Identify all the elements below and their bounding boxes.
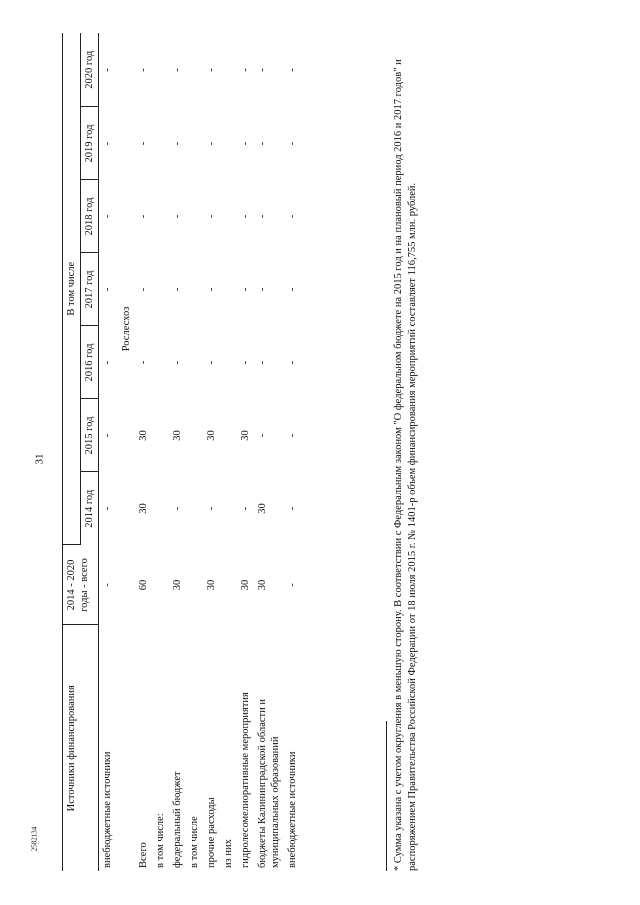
row-value (152, 107, 169, 180)
row-value: - (172, 141, 183, 146)
row-value: - (287, 583, 298, 587)
row-value (152, 180, 169, 253)
row-value: - (240, 287, 251, 292)
row-value: - (206, 214, 217, 219)
row-value: - (172, 360, 183, 365)
header-year: 2020 год (81, 33, 99, 107)
row-value (220, 33, 237, 107)
table-row (135, 33, 152, 871)
row-value: - (102, 141, 113, 146)
row-label: внебюджетные источники (287, 751, 298, 868)
row-value (152, 326, 169, 399)
row-value (186, 472, 203, 545)
row-value: - (102, 360, 113, 365)
row-value (186, 180, 203, 253)
row-value: 30 (206, 430, 217, 441)
row-value: - (287, 506, 298, 511)
header-year: 2019 год (81, 107, 99, 180)
row-value (186, 253, 203, 326)
row-value (186, 33, 203, 107)
row-label: внебюджетные источники (102, 751, 113, 868)
row-value: - (172, 287, 183, 292)
row-value: - (172, 68, 183, 72)
row-value: - (102, 287, 113, 292)
row-value (220, 472, 237, 545)
row-value: - (206, 68, 217, 72)
row-value: - (240, 214, 251, 219)
row-value: 30 (257, 503, 268, 514)
row-value: - (138, 68, 149, 72)
row-value: 30 (138, 503, 149, 514)
row-value: - (102, 506, 113, 511)
row-value: - (172, 214, 183, 219)
row-value (152, 253, 169, 326)
row-value: 30 (172, 579, 183, 591)
row-value: - (206, 506, 217, 511)
row-value: - (240, 506, 251, 511)
row-value (186, 107, 203, 180)
table-row (284, 33, 301, 871)
table-row (169, 33, 186, 871)
table-row (99, 33, 117, 871)
row-value: 30 (138, 430, 149, 441)
section-title: Рослесхоз (121, 306, 132, 352)
row-value (186, 399, 203, 472)
row-value: - (257, 214, 268, 219)
row-value (220, 326, 237, 399)
row-value: - (287, 141, 298, 146)
row-value: - (138, 360, 149, 365)
row-value: - (206, 360, 217, 365)
financing-table (62, 33, 301, 871)
row-value (152, 545, 169, 625)
header-group: В том числе (63, 33, 81, 545)
row-value (220, 107, 237, 180)
header-year: 2014 год (81, 472, 99, 545)
row-value: - (138, 141, 149, 146)
row-value: - (257, 287, 268, 292)
section-spacer (116, 625, 135, 871)
table-row (203, 33, 220, 871)
row-value (220, 253, 237, 326)
section-row (116, 33, 135, 871)
row-value: 60 (138, 579, 149, 591)
table-row (254, 33, 284, 871)
table-row (237, 33, 254, 871)
row-value: - (206, 287, 217, 292)
header-year: 2018 год (81, 180, 99, 253)
row-value: - (287, 287, 298, 292)
row-value: - (240, 141, 251, 146)
header-year: 2016 год (81, 326, 99, 399)
row-value: 30 (257, 579, 268, 591)
row-value: - (240, 360, 251, 365)
row-value (152, 399, 169, 472)
header-source: Источники финансирования (63, 625, 99, 871)
row-value (220, 180, 237, 253)
row-value: - (287, 68, 298, 72)
row-value: 30 (172, 430, 183, 441)
row-value: - (287, 360, 298, 365)
row-value: 30 (240, 430, 251, 441)
row-label: федеральный бюджет (172, 771, 183, 868)
row-value: - (287, 433, 298, 438)
row-value: - (102, 433, 113, 438)
row-value: - (257, 141, 268, 146)
page-number: 31 (33, 453, 46, 465)
row-value: - (257, 433, 268, 438)
row-value (152, 33, 169, 107)
footnote-separator (386, 721, 387, 871)
row-value: - (257, 68, 268, 72)
footnote: * Сумма указана с учетом округления в меньшую сторону. В соответствии с Федеральным законом "О федеральном бюджете на 2015 год и на плановый период 2016 и 2017 годов" и распоряжением Правительства Российской Федерации от 18 июля 2015 г. № 1401-р объем финансирования мероприятий составляет 116,755 млн. рублей. (393, 59, 418, 871)
header-total: 2014 - 2020 годы - всего (63, 545, 99, 625)
row-value: - (138, 214, 149, 219)
row-value: - (240, 68, 251, 72)
row-value: - (257, 360, 268, 365)
row-value: - (138, 287, 149, 292)
row-label: гидролесомелиоративные мероприятия (240, 692, 251, 868)
row-value: 30 (240, 579, 251, 591)
row-label: в том числе: (155, 813, 166, 868)
row-value: - (172, 506, 183, 511)
row-label: Всего (138, 842, 149, 868)
table-row (186, 33, 203, 871)
row-value (186, 545, 203, 625)
row-value: 30 (206, 579, 217, 591)
row-value (152, 472, 169, 545)
row-label: из них (223, 839, 234, 868)
row-label: бюджеты Калининградской области и муниципальных образований (257, 699, 281, 868)
row-value: - (102, 214, 113, 219)
row-value: - (287, 214, 298, 219)
header-year: 2015 год (81, 399, 99, 472)
row-value (186, 326, 203, 399)
row-value: - (102, 68, 113, 72)
row-label: прочие расходы (206, 797, 217, 868)
table-row (152, 33, 169, 871)
row-value: - (206, 141, 217, 146)
row-label: в том числе (189, 816, 200, 868)
document-code: 2582134 (30, 826, 39, 852)
header-year: 2017 год (81, 253, 99, 326)
table-row (220, 33, 237, 871)
row-value (220, 399, 237, 472)
row-value: - (102, 583, 113, 587)
row-value (220, 545, 237, 625)
